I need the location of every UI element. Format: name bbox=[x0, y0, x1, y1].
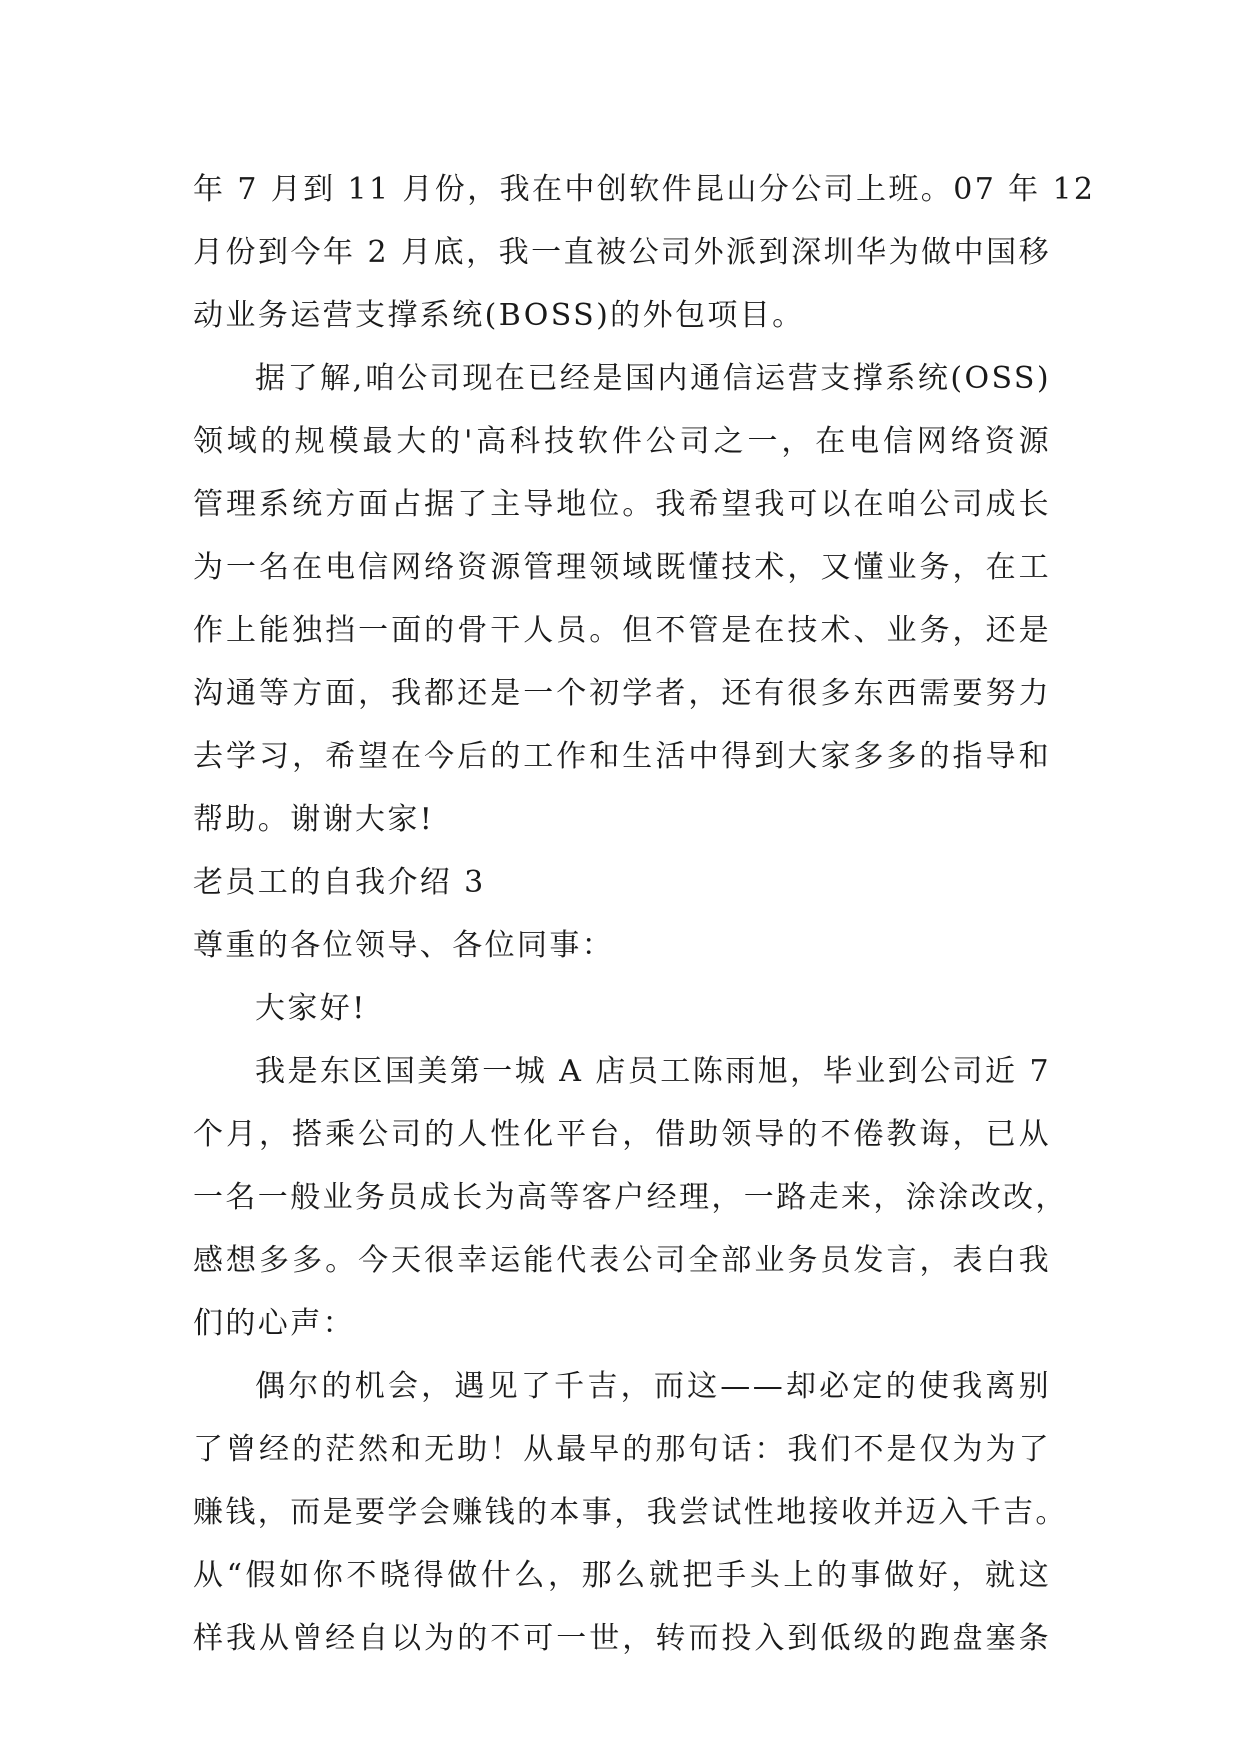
text-line: 了曾经的茫然和无助！从最早的那句话：我们不是仅为为了 bbox=[193, 1432, 1051, 1467]
text-line: 作上能独挡一面的骨干人员。但不管是在技术、业务，还是 bbox=[193, 613, 1051, 648]
text-line: 从“假如你不晓得做什么，那么就把手头上的事做好，就这 bbox=[193, 1558, 1051, 1593]
paragraph-start-line: 偶尔的机会，遇见了千吉，而这——却必定的使我离别 bbox=[255, 1369, 1051, 1404]
text-line: 去学习，希望在今后的工作和生活中得到大家多多的指导和 bbox=[193, 739, 1051, 774]
text-line: 动业务运营支撑系统(BOSS)的外包项目。 bbox=[193, 298, 805, 333]
text-line: 们的心声： bbox=[193, 1306, 355, 1341]
paragraph-start-line: 据了解,咱公司现在已经是国内通信运营支撑系统(OSS) bbox=[255, 361, 1051, 396]
text-line: 管理系统方面占据了主导地位。我希望我可以在咱公司成长 bbox=[193, 487, 1051, 522]
text-line: 赚钱，而是要学会赚钱的本事，我尝试性地接收并迈入千吉。 bbox=[193, 1495, 1068, 1530]
text-line: 领域的规模最大的'高科技软件公司之一，在电信网络资源 bbox=[193, 424, 1051, 459]
text-line: 年 7 月到 11 月份，我在中创软件昆山分公司上班。07 年 12 bbox=[193, 172, 1096, 207]
text-line: 样我从曾经自以为的不可一世，转而投入到低级的跑盘塞条 bbox=[193, 1621, 1051, 1656]
text-line: 个月，搭乘公司的人性化平台，借助领导的不倦教诲，已从 bbox=[193, 1117, 1051, 1152]
text-line: 为一名在电信网络资源管理领域既懂技术，又懂业务，在工 bbox=[193, 550, 1051, 585]
section-heading: 老员工的自我介绍 3 bbox=[193, 865, 486, 900]
text-line: 沟通等方面，我都还是一个初学者，还有很多东西需要努力 bbox=[193, 676, 1051, 711]
document-body bbox=[193, 158, 1096, 1670]
text-line: 帮助。谢谢大家! bbox=[193, 802, 435, 837]
salutation: 尊重的各位领导、各位同事： bbox=[193, 928, 615, 963]
paragraph-start-line: 我是东区国美第一城 A 店员工陈雨旭，毕业到公司近 7 bbox=[255, 1054, 1051, 1089]
text-line: 月份到今年 2 月底，我一直被公司外派到深圳华为做中国移 bbox=[193, 235, 1051, 270]
text-line: 感想多多。今天很幸运能代表公司全部业务员发言，表白我 bbox=[193, 1243, 1051, 1278]
greeting: 大家好! bbox=[255, 991, 367, 1026]
text-line: 一名一般业务员成长为高等客户经理，一路走来，涂涂改改， bbox=[193, 1180, 1068, 1215]
